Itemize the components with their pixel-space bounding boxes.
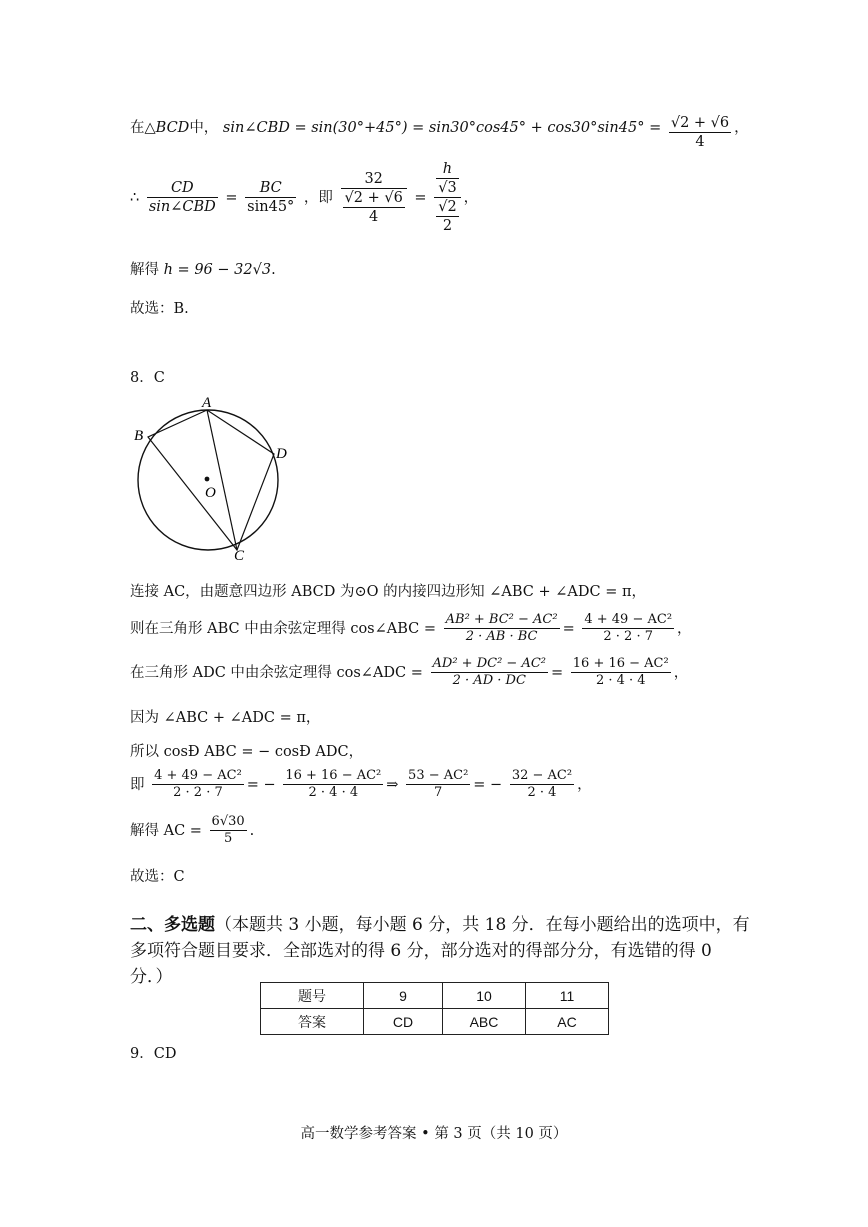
- q8-line-connect: 连接 AC，由题意四边形 ABCD 为⊙O 的内接四边形知 ∠ABC + ∠ADC = π，: [130, 584, 647, 600]
- table-cell: CD: [364, 1009, 443, 1035]
- circle-quadrilateral-figure: [130, 390, 290, 570]
- q8-line-solution: 解得 AC = $\frac{6√30}{5}$ .: [130, 814, 255, 847]
- diagonal-ac: [207, 410, 237, 550]
- question-9-number: 9．CD: [130, 1046, 177, 1062]
- q8-line-cosine-adc: 在三角形 ADC 中由余弦定理得 cos∠ADC = $\frac{\text{AD² + DC² − AC²}}{2 \cdot AD \cdot DC}$ = $\frac{\text{16 + 16 − AC²}}{2 \cdot 4 \cdot 4}$ ，: [130, 656, 689, 689]
- q8-line-because: 因为 ∠ABC + ∠ADC = π，: [130, 710, 321, 726]
- table-cell: 9: [364, 983, 443, 1009]
- table-row: [261, 1009, 609, 1035]
- label-a: A: [202, 395, 212, 411]
- q8-line-equation: 即 $\frac{\text{4 + 49 − AC²}}{2 \cdot 2 \cdot 7}$ = − $\frac{\text{16 + 16 − AC²}}{2 \cdot 4 \cdot 4}$ ⇒ $\frac{\text{53 − AC²}}{7}$ = − $\frac{\text{32 − AC²}}{2 \cdot 4}$ ，: [130, 768, 592, 801]
- label-o: O: [205, 485, 216, 501]
- answer-choice-7: 故选：B.: [130, 301, 189, 317]
- law-of-sines-line-2: ∴ $\frac{CD}{\text{sin∠CBD}}$ = $\frac{BC}{\sin 45^\circ}$ ，即 $\frac{32}{\frac{√2 + √6}{4}}$ = $\frac{\frac{h}{√3}}{\frac{√2}{2}}$ ，: [130, 161, 479, 235]
- section-2-heading: 二、多选题（本题共 3 小题，每小题 6 分，共 18 分．在每小题给出的选项中，有多项符合题目要求．全部选对的得 6 分，部分选对的得部分分，有选错的得 0 分．）: [130, 915, 750, 987]
- table-cell: 题号: [261, 983, 364, 1009]
- law-of-sines-line-1: 在△BCD中， sin∠CBD = sin(30°+45°) = sin30°cos45° + cos30°sin45° = $\frac{√2 + √6}{4}$ ，: [130, 115, 749, 151]
- table-cell: 10: [443, 983, 526, 1009]
- answer-table: [260, 982, 609, 1035]
- table-cell: 11: [526, 983, 609, 1009]
- table-cell: ABC: [443, 1009, 526, 1035]
- table-cell: AC: [526, 1009, 609, 1035]
- q8-line-therefore: 所以 cosÐ ABC = − cosÐ ADC，: [130, 744, 364, 760]
- solve-h-line: 解得 h = 96 − 32√3.: [130, 262, 276, 278]
- center-point: [205, 477, 210, 482]
- table-row: [261, 983, 609, 1009]
- label-b: B: [134, 428, 144, 444]
- q8-line-cosine-abc: 则在三角形 ABC 中由余弦定理得 cos∠ABC = $\frac{\text{AB² + BC² − AC²}}{2 \cdot AB \cdot BC}$ = $\frac{\text{4 + 49 − AC²}}{2 \cdot 2 \cdot 7}$ ，: [130, 612, 692, 645]
- label-d: D: [276, 446, 287, 462]
- table-cell: 答案: [261, 1009, 364, 1035]
- question-8-number: 8．C: [130, 370, 165, 386]
- page-footer: 高一数学参考答案 • 第 3 页（共 10 页）: [300, 1126, 568, 1142]
- answer-choice-8: 故选：C: [130, 869, 185, 885]
- label-c: C: [234, 548, 245, 564]
